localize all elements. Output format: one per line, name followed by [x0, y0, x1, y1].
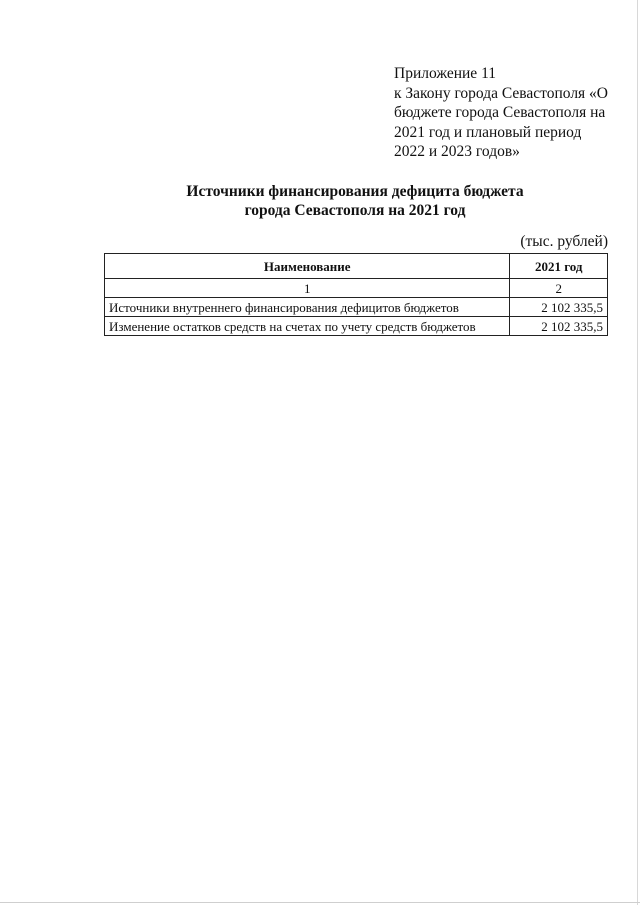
scan-edge-line: [637, 0, 638, 905]
scan-edge-line: [0, 902, 640, 903]
appendix-reference: [394, 64, 634, 162]
appendix-line: бюджете города Севастополя на: [394, 104, 606, 121]
table-row: [105, 298, 608, 317]
title-line-1: Источники финансирования дефицита бюджета: [186, 183, 524, 200]
column-number-row: [105, 279, 608, 298]
row-value: 2 102 335,5: [510, 317, 608, 336]
header-name: Наименование: [105, 254, 510, 279]
header-year: 2021 год: [510, 254, 608, 279]
row-name: Изменение остатков средств на счетах по учету средств бюджетов: [105, 317, 510, 336]
column-number: 1: [105, 279, 510, 298]
unit-note: (тыс. рублей): [520, 233, 608, 250]
column-number: 2: [510, 279, 608, 298]
appendix-line: 2021 год и плановый период: [394, 123, 582, 141]
financing-sources-table: [104, 253, 608, 336]
appendix-line: к Закону города Севастополя «О: [394, 84, 609, 102]
table-header-row: [105, 254, 608, 279]
appendix-line: 2022 и 2023 годов»: [394, 143, 520, 160]
row-name: Источники внутреннего финансирования дефицитов бюджетов: [105, 298, 510, 317]
row-value: 2 102 335,5: [510, 298, 608, 317]
title-line-2: города Севастополя на 2021 год: [244, 202, 466, 219]
table-row: [105, 317, 608, 336]
document-title: [100, 182, 610, 220]
appendix-line: Приложение 11: [394, 65, 496, 82]
